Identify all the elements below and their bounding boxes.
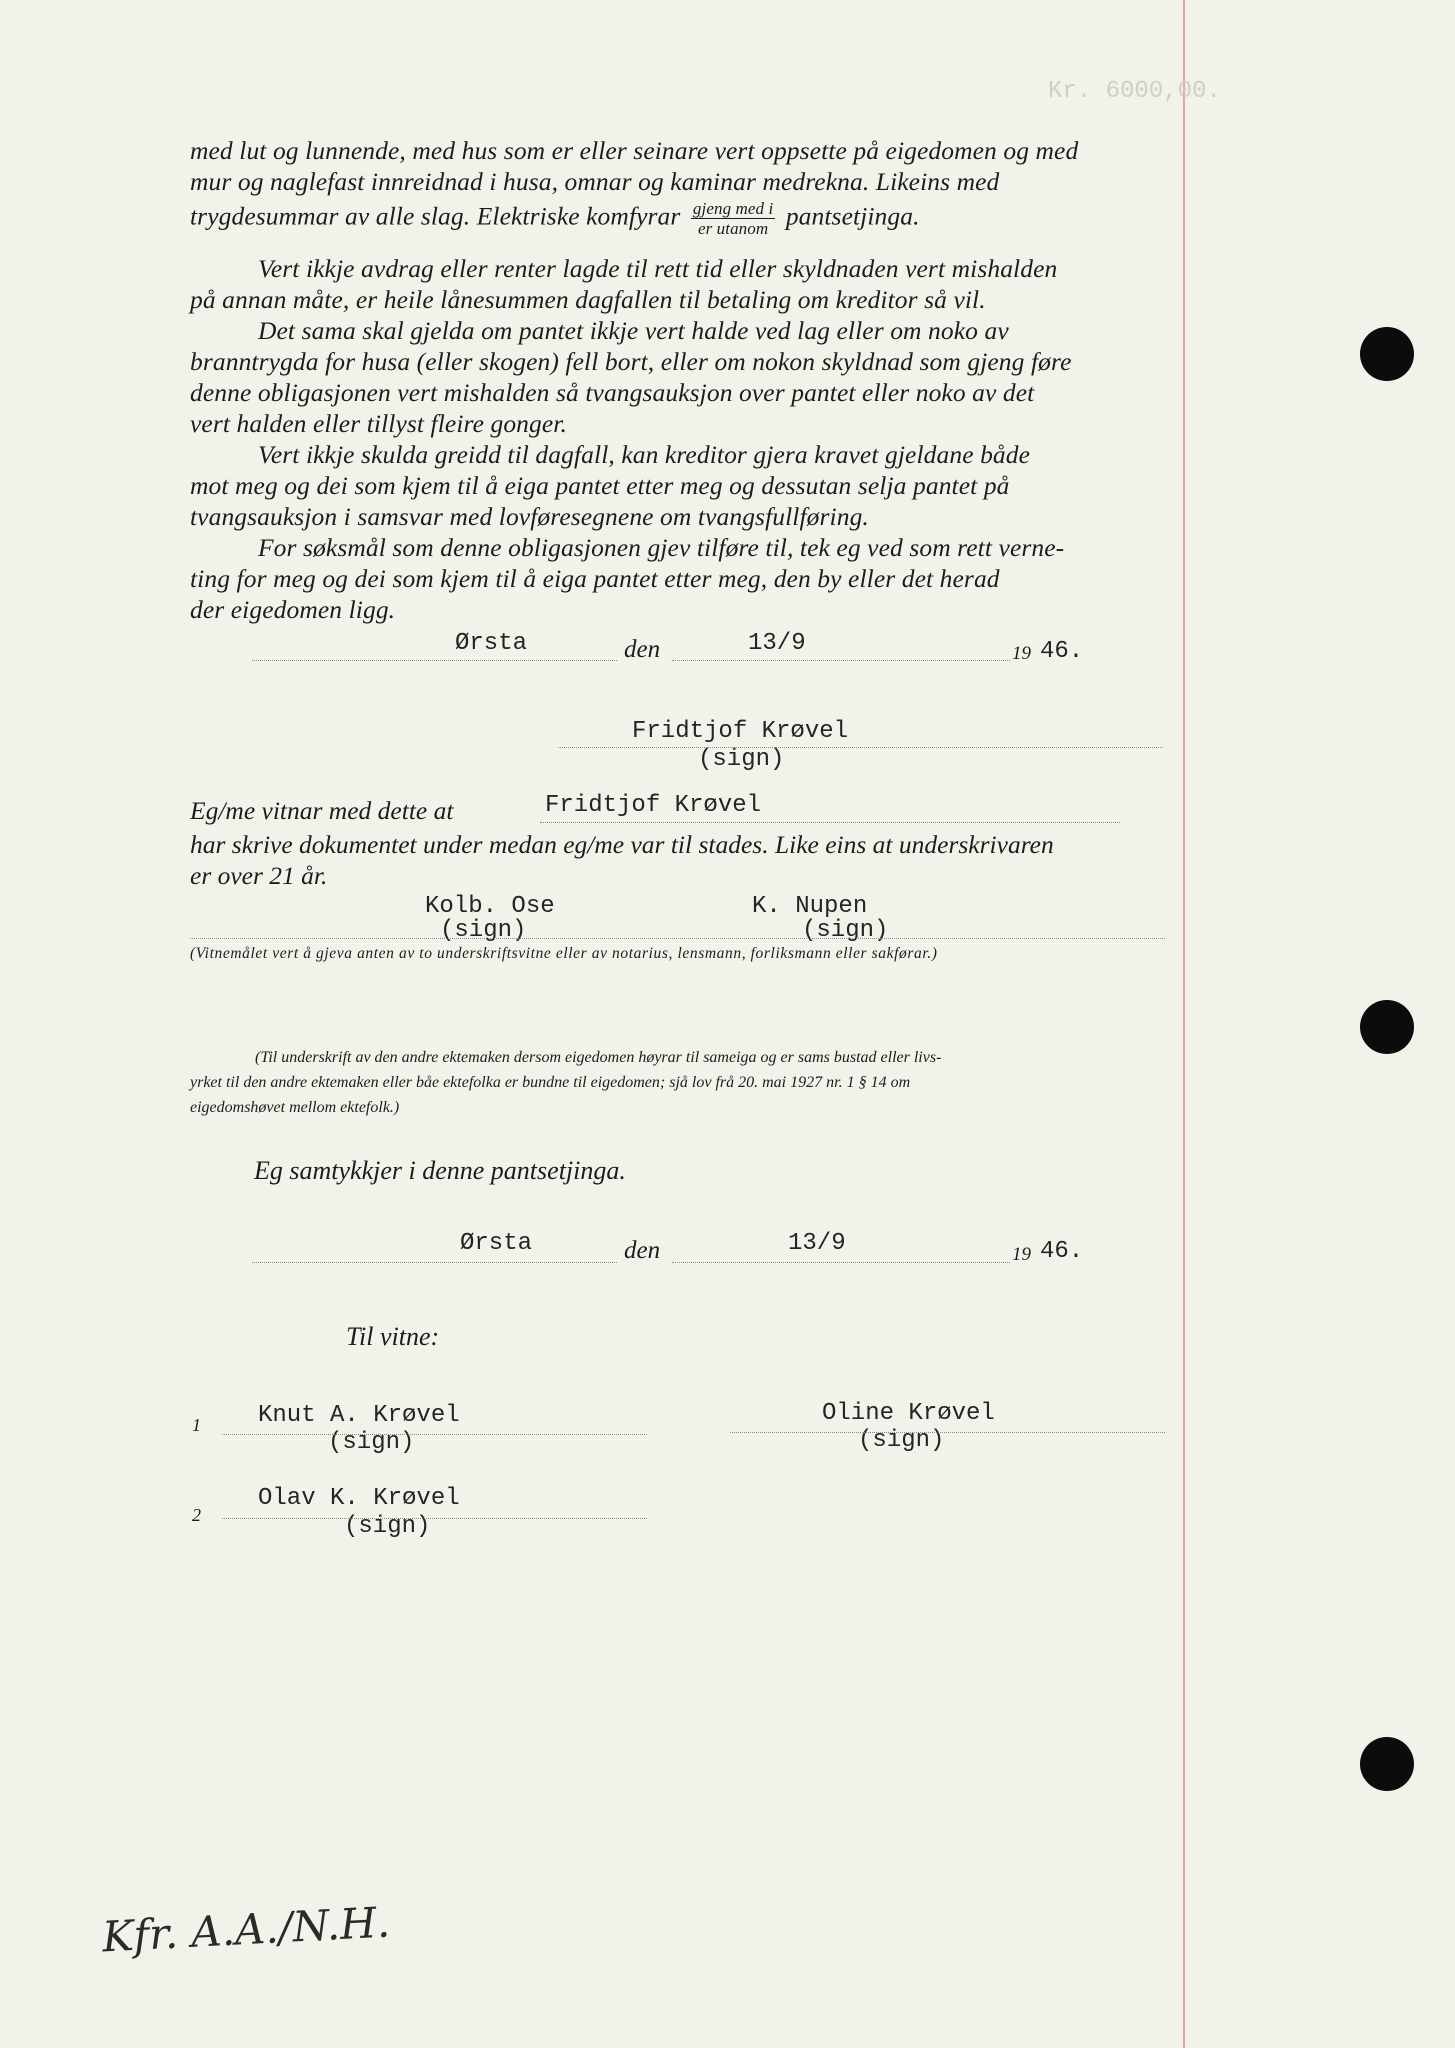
dotted-line [190, 938, 1165, 939]
text-line: mot meg og dei som kjem til å eiga pantet etter meg og dessutan selja pantet på [190, 471, 1010, 500]
option-fraction: $\frac{\text{gjeng med i}}{\text{er utanom}}$ [692, 199, 774, 238]
til-vitne-label: Til vitne: [346, 1322, 440, 1351]
red-margin-line [1183, 0, 1185, 2048]
text-line: der eigedomen ligg. [190, 595, 396, 624]
spouse-sign: (sign) [858, 1427, 945, 1454]
signature-line [730, 1432, 1165, 1433]
date-place: Ørsta [460, 1230, 533, 1257]
default-clause-paragraph [190, 253, 1165, 625]
text-line: mur og naglefast innreidnad i husa, omnar og kaminar medrekna. Likeins med [190, 167, 1000, 196]
witness-1-sign: (sign) [440, 917, 527, 944]
witness-number: 1 [192, 1415, 201, 1435]
date-den-label: den [624, 636, 661, 663]
date-den-label: den [624, 1237, 661, 1264]
witness-1-sign: (sign) [328, 1429, 415, 1456]
signer-name: Fridtjof Krøvel [632, 718, 849, 745]
text-line: trygdesummar av alle slag. Elektriske komfyrar $\frac{\text{gjeng med i}}{\text{er utanom}}$ pantsetjinga. [190, 199, 920, 238]
handwritten-annotation: Kfr. A.A./N.H. [100, 1897, 392, 1962]
witness-lead: Eg/me vitnar med dette at [190, 796, 454, 825]
spouse-note: (Til underskrift av den andre ektemaken dersom eigedomen høyrar til sameiga og er sams bustad eller livs- yrket til den andre ektemaken eller båe ektefolka er bundne til eigedomen; sjå lov frå 20. mai 1927 nr. 1 § 14 om eigedomshøvet mellom ektefolk.) [190, 1049, 942, 1116]
text-line: på annan måte, er heile lånesummen dagfallen til betaling om kreditor så vil. [190, 285, 986, 314]
punch-hole [1360, 1000, 1414, 1054]
date-year-prefix: 19 [1012, 1244, 1031, 1265]
text-line: branntrygda for husa (eller skogen) fell bort, eller om nokon skyldnad som gjeng føre [190, 347, 1072, 376]
text-line: Det sama skal gjelda om pantet ikkje vert halde ved lag eller om noko av [258, 316, 1009, 345]
dotted-line [540, 822, 1120, 823]
dotted-line [222, 1518, 647, 1519]
text-line: tvangsauksjon i samsvar med lovføresegnene om tvangsfullføring. [190, 502, 869, 531]
signature-line [558, 747, 1163, 748]
consent-text: Eg samtykkjer i denne pantsetjinga. [254, 1156, 626, 1185]
witness-note: (Vitnemålet vert å gjeva anten av to underskriftsvitne eller av notarius, lensmann, forliksmann eller sakførar.) [190, 945, 938, 962]
dotted-line [672, 660, 1010, 661]
witness-line: har skrive dokumentet under medan eg/me var til stades. Like eins at underskrivaren [190, 830, 1054, 859]
text-line: denne obligasjonen vert mishalden så tvangsauksjon over pantet eller noko av det [190, 378, 1035, 407]
dotted-line [252, 1262, 617, 1263]
signer-sign: (sign) [698, 746, 785, 773]
text-line: ting for meg og dei som kjem til å eiga pantet etter meg, den by eller det herad [190, 564, 1000, 593]
text-line: Vert ikkje avdrag eller renter lagde til rett tid eller skyldnaden vert mishalden [258, 254, 1058, 283]
bleed-through-text: Kr. 6000,00. [1048, 78, 1221, 105]
date-day: 13/9 [788, 1230, 846, 1257]
witness-2-sign: (sign) [802, 917, 889, 944]
dotted-line [252, 660, 617, 661]
witness-2-name: K. Nupen [752, 893, 868, 920]
spouse-name: Oline Krøvel [822, 1400, 995, 1427]
text-line: med lut og lunnende, med hus som er eller seinare vert oppsette på eigedomen og med [190, 136, 1079, 165]
mortgage-clause-paragraph [190, 135, 1165, 238]
witness-1-name: Kolb. Ose [425, 893, 555, 920]
text-line: For søksmål som denne obligasjonen gjev tilføre til, tek eg ved som rett verne- [258, 533, 1065, 562]
text-line: vert halden eller tillyst fleire gonger. [190, 409, 567, 438]
witness-1-name: Knut A. Krøvel [258, 1402, 460, 1429]
date-year-prefix: 19 [1012, 643, 1031, 664]
date-year-suffix: 46. [1040, 638, 1084, 665]
witness-subject-name: Fridtjof Krøvel [545, 792, 762, 819]
date-place: Ørsta [455, 630, 528, 657]
punch-hole [1360, 1737, 1414, 1791]
punch-hole [1360, 327, 1414, 381]
witness-2-sign: (sign) [344, 1513, 431, 1540]
witness-number: 2 [192, 1505, 201, 1525]
date-day: 13/9 [748, 630, 806, 657]
text-line: Vert ikkje skulda greidd til dagfall, kan kreditor gjera kravet gjeldane både [258, 440, 1031, 469]
dotted-line [672, 1262, 1010, 1263]
witness-2-name: Olav K. Krøvel [258, 1485, 460, 1512]
date-year-suffix: 46. [1040, 1238, 1084, 1265]
dotted-line [222, 1434, 647, 1435]
witness-line: er over 21 år. [190, 861, 328, 890]
